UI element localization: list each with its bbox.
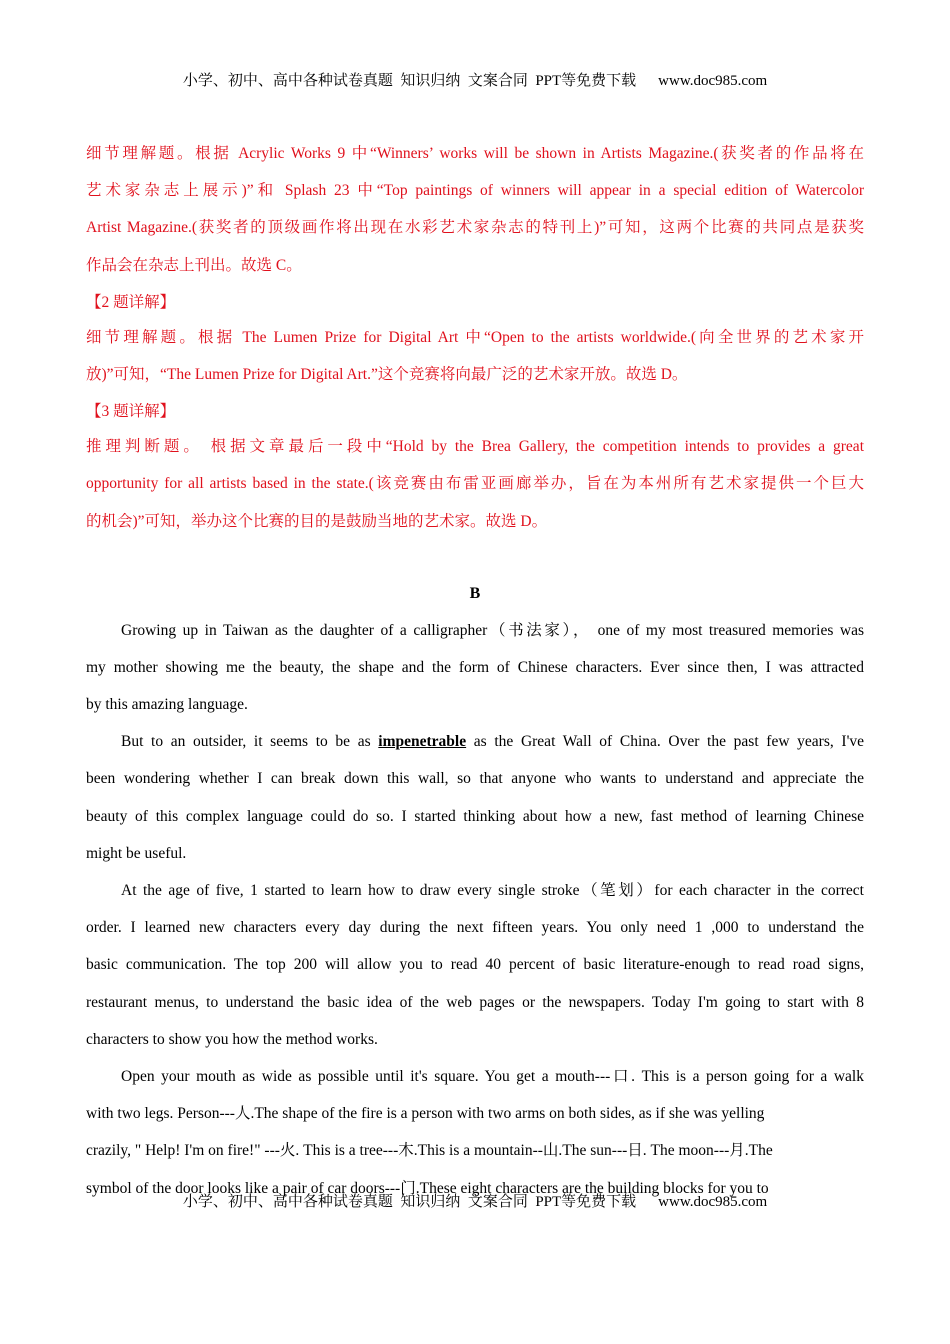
page-footer: [0, 1190, 950, 1211]
text-line: [86, 730, 864, 767]
text-span: But to an outsider, it seems to be as: [121, 733, 379, 751]
answer-explanation-q3: [86, 400, 864, 547]
text-line: might be useful.: [86, 844, 187, 862]
text-line: been wondering whether I can break down this wall, so that anyone who wants to understand and appreciate the: [86, 770, 864, 788]
paragraph-3: [86, 879, 864, 1065]
text-line: 推理判断题。 根据文章最后一段中“Hold by the Brea Gallery, the competition intends to provides a great: [86, 438, 864, 456]
text-line: 细节理解题。根据 Acrylic Works 9 中“Winners’ works will be shown in Artists Magazine.(获奖者的作品将在: [86, 145, 864, 162]
text-line: Growing up in Taiwan as the daughter of a calligrapher（书法家）， one of my most treasured memories was: [121, 621, 864, 639]
footer-text: 小学、初中、高中各种试卷真题 知识归纳 文案合同 PPT等免费下载: [182, 1194, 637, 1210]
text-line: with two legs. Person---人.The shape of the fire is a person with two arms on both sides, as if she was yelling: [86, 1105, 765, 1123]
q2-heading: 【2 题详解】: [86, 293, 176, 311]
text-line: 艺术家杂志上展示)”和 Splash 23 中“Top paintings of winners will appear in a special edition of Watercolor: [86, 182, 864, 200]
text-span: as the Great Wall of China. Over the past few years, I've: [466, 733, 864, 751]
text-line: 的机会)”可知，举办这个比赛的目的是鼓励当地的艺术家。故选 D。: [86, 512, 548, 530]
header-text: 小学、初中、高中各种试卷真题 知识归纳 文案合同 PPT等免费下载: [182, 73, 637, 89]
paragraph-2: [86, 730, 864, 879]
text-line: order. I learned new characters every day during the next fifteen years. You only need 1 ,000 to understand the: [86, 919, 864, 937]
text-line: by this amazing language.: [86, 696, 248, 714]
header-url: www.doc985.com: [658, 73, 768, 89]
text-line: opportunity for all artists based in the state.(该竞赛由布雷亚画廊举办，旨在为本州所有艺术家提供一个巨大: [86, 475, 864, 493]
text-line: basic communication. The top 200 will allow you to read 40 percent of basic literature-enough to read road signs,: [86, 956, 864, 974]
passage-title: B: [469, 584, 481, 602]
q3-heading: 【3 题详解】: [86, 403, 176, 421]
text-line: symbol of the door looks like a pair of car doors---门.These eight characters are the building blocks for you to: [86, 1179, 769, 1197]
text-line: my mother showing me the beauty, the shape and the form of Chinese characters. Ever since then, I was attracted: [86, 658, 864, 676]
text-line: Artist Magazine.(获奖者的顶级画作将出现在水彩艺术家杂志的特刊上)”可知，这两个比赛的共同点是获奖: [86, 219, 864, 237]
answer-explanation-q1: [86, 142, 864, 291]
text-line: characters to show you how the method works.: [86, 1030, 378, 1048]
highlighted-keyword: impenetrable: [378, 733, 467, 751]
text-line: crazily, " Help! I'm on fire!" ---火. This is a tree---木.This is a mountain--山.The sun---日. The moon---月.The: [86, 1142, 773, 1160]
paragraph-1: [86, 619, 864, 731]
answer-explanation-q2: [86, 291, 864, 400]
text-line: 细节理解题。根据 The Lumen Prize for Digital Art 中“Open to the artists worldwide.(向全世界的艺术家开: [86, 328, 864, 346]
text-line: restaurant menus, to understand the basic idea of the web pages or the newspapers. Today I'm going to start with 8: [86, 993, 864, 1011]
text-line: Open your mouth as wide as possible until it's square. You get a mouth---口. This is a person going for a walk: [121, 1067, 864, 1085]
footer-url: www.doc985.com: [658, 1194, 768, 1210]
text-line: beauty of this complex language could do so. I started thinking about how a new, fast method of learning Chinese: [86, 807, 864, 825]
text-line: At the age of five, 1 started to learn how to draw every single stroke（笔划）for each character in the correct: [121, 882, 864, 899]
page-header: [0, 69, 950, 90]
text-line: 作品会在杂志上刊出。故选 C。: [86, 256, 302, 274]
document-body: [86, 142, 864, 1214]
text-line: 放)”可知，“The Lumen Prize for Digital Art.”这个竞赛将向最广泛的艺术家开放。故选 D。: [86, 365, 688, 383]
spacer: [86, 547, 864, 582]
